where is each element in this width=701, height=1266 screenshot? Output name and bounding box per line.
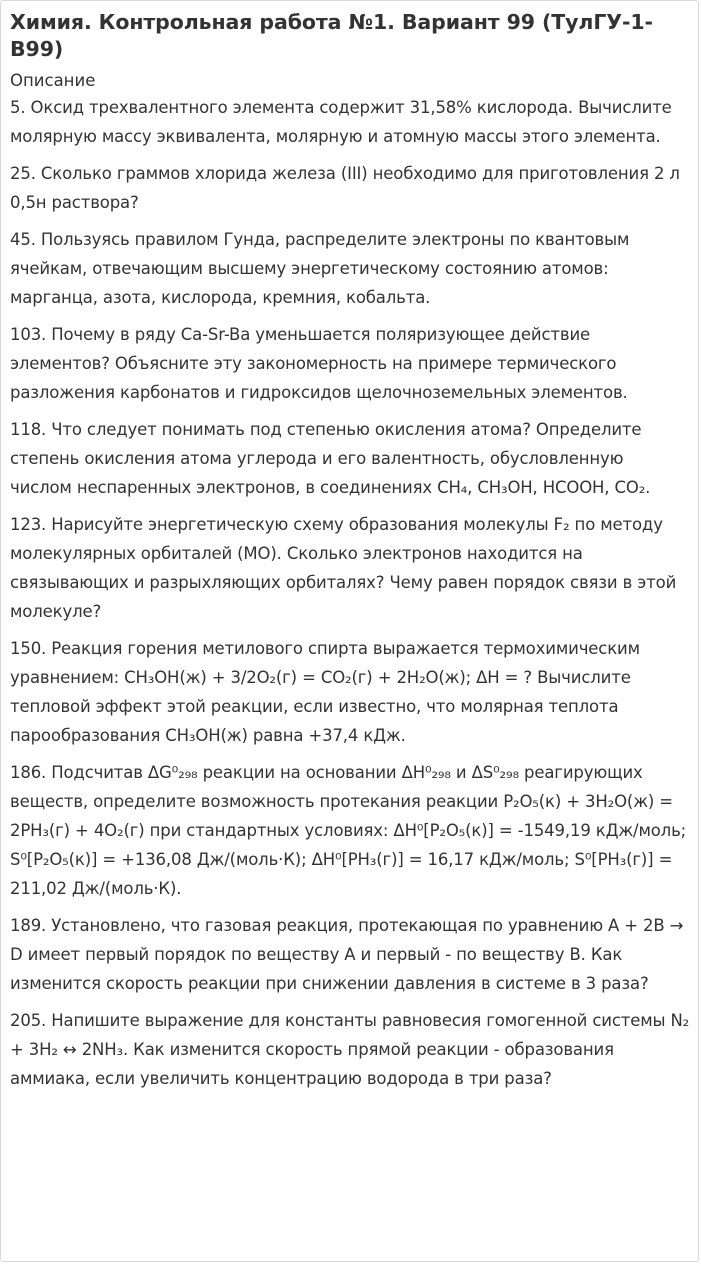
task-118: 118. Что следует понимать под степенью окисления атома? Определите степень окисления атома углерода и его валентность, обусловленную числом неспаренных электронов, в соединениях CH₄, CH₃OH, HCOOH, CO₂. <box>10 420 651 497</box>
task-205: 205. Напишите выражение для константы равновесия гомогенной системы N₂ + 3H₂ ↔ 2NH₃. Как изменится скорость прямой реакции - образования аммиака, если увеличить концентрацию водорода в три раза? <box>10 1011 690 1088</box>
description-label: Описание <box>10 71 96 90</box>
task-103: 103. Почему в ряду Ca-Sr-Ba уменьшается поляризующее действие элементов? Объясните эту закономерность на примере термического разложения карбонатов и гидроксидов щелочноземельных элементов. <box>10 325 628 402</box>
task-123: 123. Нарисуйте энергетическую схему образования молекулы F₂ по методу молекулярных орбиталей (МО). Сколько электронов находится на связывающих и разрыхляющих орбиталях? Чему равен порядок связи в этой молекуле? <box>10 515 677 621</box>
task-25: 25. Сколько граммов хлорида железа (III) необходимо для приготовления 2 л 0,5н раствора? <box>10 164 680 212</box>
page-title: Химия. Контрольная работа №1. Вариант 99 (ТулГУ-1-В99) <box>10 10 653 61</box>
task-150: 150. Реакция горения метилового спирта выражается термохимическим уравнением: CH₃OH(ж) + 3/2O₂(г) = CO₂(г) + 2H₂O(ж); ΔH = ? Вычислите тепловой эффект этой реакции, если известно, что молярная теплота парообразования CH₃OH(ж) равна +37,4 кДж. <box>10 639 640 745</box>
task-5: 5. Оксид трехвалентного элемента содержит 31,58% кислорода. Вычислите молярную массу эквивалента, молярную и атомную массы этого элемента. <box>10 98 672 146</box>
task-189: 189. Установлено, что газовая реакция, протекающая по уравнению A + 2B → D имеет первый порядок по веществу A и первый - по веществу B. Как изменится скорость реакции при снижении давления в системе в 3 раза? <box>10 916 684 993</box>
task-45: 45. Пользуясь правилом Гунда, распределите электроны по квантовым ячейкам, отвечающим высшему энергетическому состоянию атомов: марганца, азота, кислорода, кремния, кобальта. <box>10 230 630 307</box>
task-186: 186. Подсчитав ΔG⁰₂₉₈ реакции на основании ΔH⁰₂₉₈ и ΔS⁰₂₉₈ реагирующих веществ, определите возможность протекания реакции P₂O₅(к) + 3H₂O(ж) = 2PH₃(г) + 4O₂(г) при стандартных условиях: ΔH⁰[P₂O₅(к)] = -1549,19 кДж/моль; S⁰[P₂O₅(к)] = +136,08 Дж/(моль·К); ΔH⁰[PH₃(г)] = 16,17 кДж/моль; S⁰[PH₃(г)] = 211,02 Дж/(моль·К). <box>10 763 687 898</box>
